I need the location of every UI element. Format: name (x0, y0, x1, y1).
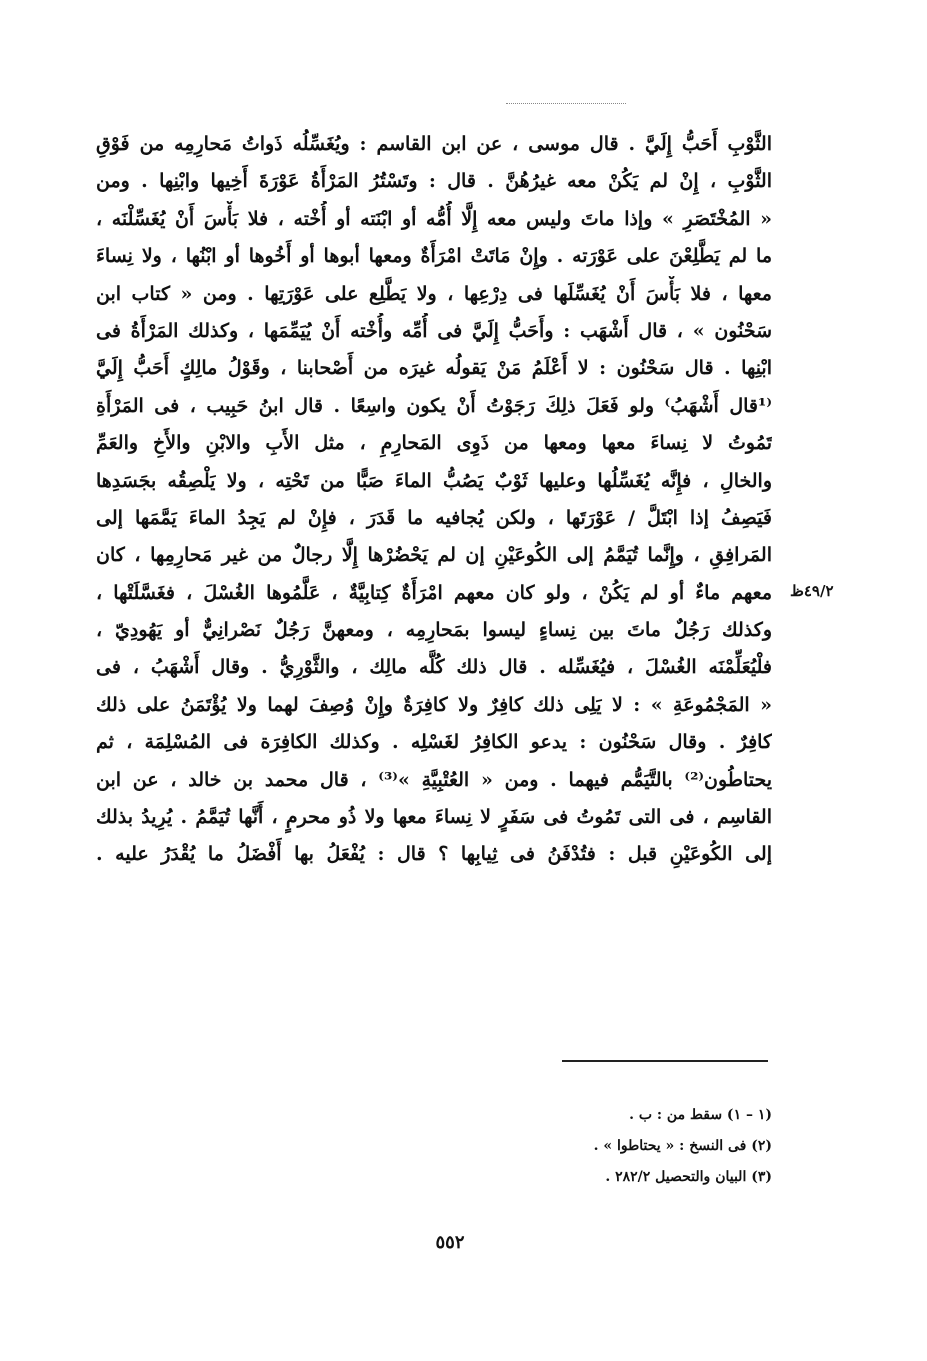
text-line: معهم ماءٌ أو لم يَكُنْ ، ولو كان معهم امْرَأَةٌ كِتابِيَّةٌ ، عَلَّمُوها الغُسْلَ ، فغَسَّلَتْها ، (96, 581, 772, 604)
text-line: فلْيُعَلِّمْنَه الغُسْلَ ، فيُغَسِّله . قال ذلك كُلَّه مالِك ، والثَّوْرِيُّ . وقال أَشْهَبُ ، فى (96, 656, 772, 679)
text-line: إلى الكُوعَيْنِ قبل : فتُدْفَنُ فى ثِيابِها ؟ قال : يُفْعَلُ بها أَفْضَلُ ما يُقْدَرُ عليه . (96, 843, 772, 866)
page-number: ٥٥٢ (435, 1232, 465, 1253)
text-line: « المُخْتَصَرِ » وإذا ماتَ وليس معه إِلَّا أُمُّه أو ابْنَته أو أُخْته ، فلا بَأْسَ أَنْ يُغَسِّلْنَه ، (96, 207, 772, 230)
text-line: كافِرٌ . وقال سَحْنُون : يدعو الكافِرُ لغَسْلِه . وكذلك الكافِرَة فى المُسْلِمَة ، ثم (96, 731, 772, 754)
text-line: القاسِم ، فى التى تَمُوتُ فى سَفَرٍ لا نِساءَ معها ولا ذُو محرمٍ ، أَنَّها تُيَمَّمُ . يُرِيدُ بذلك (96, 806, 772, 829)
manuscript-folio-marker: ٤٩/٢ظ (790, 582, 834, 600)
text-line: وكذلك رَجُلٌ ماتَ بين نِساءٍ ليسوا بمَحارِمِه ، ومعهنَّ رَجُلٌ نَصْرانِيٌّ أو يَهُودِيّ ، (96, 619, 772, 642)
top-dotted-rule (506, 103, 626, 104)
footnote: (٣) البيان والتحصيل ٢٨٢/٢ . (605, 1169, 772, 1185)
text-line: تَمُوتُ لا نِساءَ معها ومعها من ذَوِى المَحارِمِ ، مثل الأَبِ والابْنِ والأَخِ والعَمِّ (96, 432, 772, 455)
text-line: سَحْنُون » ، قال أَشْهَب : وأَحَبُّ إِلَيَّ فى أُمِّه وأُخْته أَنْ يُيَمِّمَها ، وكذلك المَرْأَةُ فى (96, 319, 772, 342)
text-line: ⁽¹قال أَشْهَبُ⁾ ولو فَعَلَ ذلِكَ رَجَوْتُ أَنْ يكون واسِعًا . قال ابنُ حَبِيب ، فى المَرْأَةِ (96, 394, 772, 417)
text-line: المَرافِقِ ، وإِنَّما تُيَمَّمُ إلى الكُوعَيْنِ إن لم يَحْضُرْها إِلَّا رجالٌ من غير مَحارِمِها ، كان (96, 544, 772, 567)
footnote: (١ – ١) سقط من : ب . (629, 1107, 772, 1123)
text-line: « المَجْمُوعَةِ » : لا يَلِى ذلك كافِرٌ ولا كافِرَةٌ وإِنْ وُصِفَ لهما ولا يُؤْتَمَنُ على ذلك (96, 693, 772, 716)
text-line: معها ، فلا بَأْسَ أَنْ يُغَسِّلَها فى دِرْعِها ، ولا يَطَّلِع على عَوْرَتِها . ومن « كتاب ابن (96, 282, 772, 305)
text-line: والخالِ ، فإِنَّه يُغَسِّلُها وعليها ثَوْبٌ يَصُبُّ الماءَ صَبًّا من تَحْتِه ، ولا يَلْصِقُه بجَسَدِها (96, 469, 772, 492)
footnotes (352, 1100, 772, 1193)
text-line: يحتاطُون⁽²⁾ بالتَّيَمُّم فيهما . ومن « العُتْبِيَّةِ »⁽³⁾ ، قال محمد بن خالد ، عن ابن (96, 768, 772, 791)
footnote-separator (562, 1060, 768, 1062)
main-text-block (96, 126, 772, 874)
text-line: الثَّوْبِ أَحَبُّ إِلَيَّ . قال موسى ، عن ابن القاسم : ويُغَسِّلُه ذَواتُ مَحارِمِه من فَوْقِ (96, 133, 772, 155)
footnote: (٢) فى النسخ : « يحتاطوا » . (593, 1138, 772, 1154)
text-line: ابْنِها . قال سَحْنُون : لا أَعْلَمُ مَنْ يَقولُه غيرَه من أَصْحابنا ، وقَوْلُ مالِكٍ أَحَبُّ إِلَيَّ (96, 357, 772, 380)
text-line: الثَّوْبِ ، إِنْ لم يَكُنْ معه غيرُهُنَّ . قال : وتَسْتُرُ المَرْأَةُ عَوْرَةَ أَخِيها وابْنِها . ومن (96, 170, 772, 193)
text-line: فَيَصِفُ إذا ابْتَلَّ / عَوْرَتَها ، ولكن يُجافيه ما قَدَرَ ، فإِنْ لم يَجِدُ الماءَ يَمَّمَها إلى (96, 506, 772, 529)
text-line: ما لم يَطَّلِعْنَ على عَوْرَته . وإِنْ مَاتَتْ امْرَأَةٌ ومعها أبوها أو أَخُوها أو ابْنُها ، ولا نِساءَ (96, 245, 772, 268)
